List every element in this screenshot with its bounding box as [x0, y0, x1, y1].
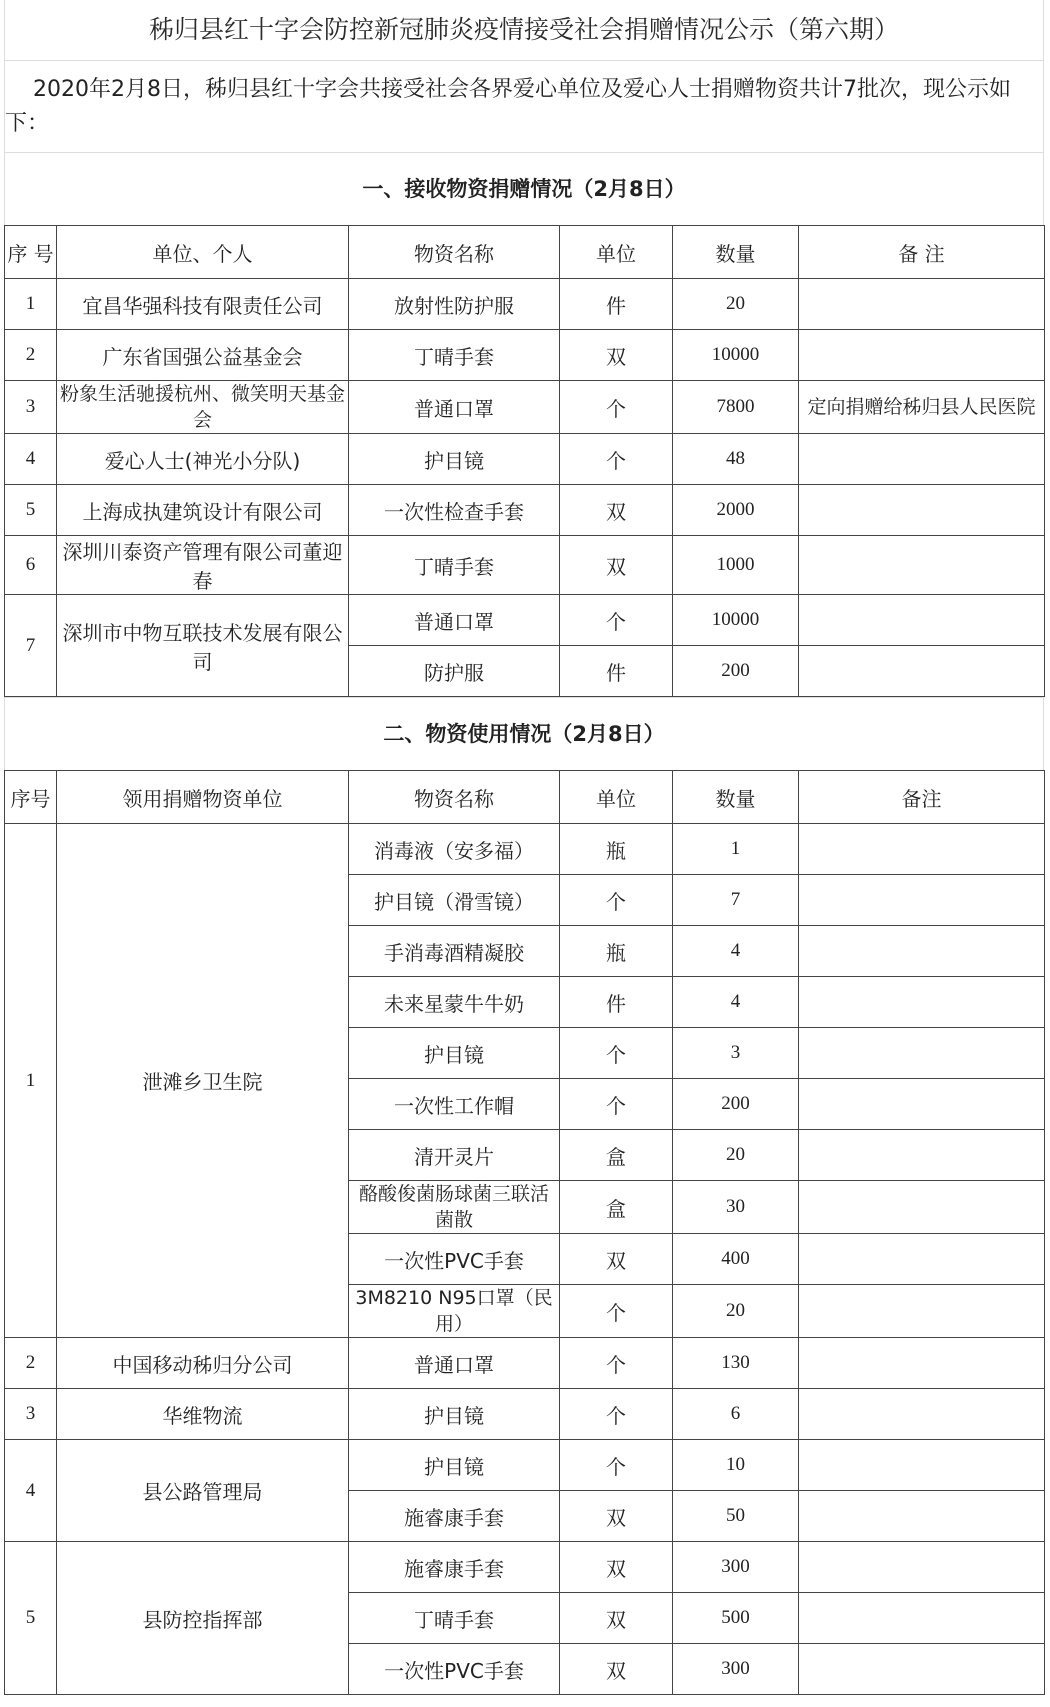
table-row [5, 595, 1045, 646]
header-unit: 单位 [560, 226, 673, 279]
cell-note [799, 977, 1045, 1028]
cell-unit: 个 [560, 1389, 673, 1440]
cell-item: 普通口罩 [349, 381, 560, 434]
cell-org: 县防控指挥部 [57, 1542, 349, 1695]
cell-unit: 盒 [560, 1130, 673, 1181]
cell-qty: 10000 [673, 330, 799, 381]
cell-qty: 200 [673, 646, 799, 697]
cell-no: 5 [5, 485, 57, 536]
cell-qty: 130 [673, 1338, 799, 1389]
cell-item: 防护服 [349, 646, 560, 697]
cell-unit: 个 [560, 1028, 673, 1079]
cell-qty: 4 [673, 977, 799, 1028]
cell-unit: 双 [560, 536, 673, 595]
table-row [5, 1338, 1045, 1389]
cell-note [799, 646, 1045, 697]
cell-unit: 瓶 [560, 824, 673, 875]
cell-no: 5 [5, 1542, 57, 1695]
cell-donor: 爱心人士(神光小分队) [57, 434, 349, 485]
cell-qty: 2000 [673, 485, 799, 536]
cell-qty: 300 [673, 1542, 799, 1593]
cell-item: 一次性PVC手套 [349, 1644, 560, 1695]
cell-item: 未来星蒙牛牛奶 [349, 977, 560, 1028]
cell-unit: 双 [560, 1644, 673, 1695]
table-row [5, 1542, 1045, 1593]
header-unit: 单位 [560, 771, 673, 824]
cell-donor: 深圳市中物互联技术发展有限公司 [57, 595, 349, 697]
cell-item: 护目镜 [349, 1389, 560, 1440]
cell-no: 3 [5, 381, 57, 434]
header-qty: 数量 [673, 771, 799, 824]
cell-qty: 10 [673, 1440, 799, 1491]
cell-qty: 30 [673, 1181, 799, 1234]
cell-unit: 瓶 [560, 926, 673, 977]
cell-note [799, 434, 1045, 485]
cell-unit: 件 [560, 279, 673, 330]
cell-unit: 双 [560, 1491, 673, 1542]
donation-table [4, 225, 1045, 697]
cell-qty: 1000 [673, 536, 799, 595]
cell-no: 7 [5, 595, 57, 697]
header-qty: 数量 [673, 226, 799, 279]
cell-qty: 1 [673, 824, 799, 875]
cell-qty: 7 [673, 875, 799, 926]
cell-item: 普通口罩 [349, 595, 560, 646]
cell-note [799, 595, 1045, 646]
cell-unit: 个 [560, 875, 673, 926]
cell-unit: 个 [560, 595, 673, 646]
header-item: 物资名称 [349, 771, 560, 824]
cell-qty: 48 [673, 434, 799, 485]
cell-item: 3M8210 N95口罩（民用） [349, 1285, 560, 1338]
cell-qty: 4 [673, 926, 799, 977]
cell-item: 一次性PVC手套 [349, 1234, 560, 1285]
cell-item: 施睿康手套 [349, 1491, 560, 1542]
cell-item: 护目镜 [349, 1028, 560, 1079]
cell-unit: 盒 [560, 1181, 673, 1234]
cell-qty: 3 [673, 1028, 799, 1079]
cell-item: 清开灵片 [349, 1130, 560, 1181]
cell-note [799, 330, 1045, 381]
cell-no: 1 [5, 279, 57, 330]
cell-qty: 500 [673, 1593, 799, 1644]
cell-item: 手消毒酒精凝胶 [349, 926, 560, 977]
cell-note [799, 824, 1045, 875]
cell-qty: 20 [673, 279, 799, 330]
cell-note [799, 1593, 1045, 1644]
cell-note [799, 1028, 1045, 1079]
usage-table-header [5, 771, 1045, 824]
table-row [5, 434, 1045, 485]
cell-donor: 粉象生活驰援杭州、微笑明天基金会 [57, 381, 349, 434]
table-row [5, 1440, 1045, 1491]
cell-qty: 50 [673, 1491, 799, 1542]
cell-item: 普通口罩 [349, 1338, 560, 1389]
usage-table-body [5, 824, 1045, 1695]
cell-org: 中国移动秭归分公司 [57, 1338, 349, 1389]
cell-note: 定向捐赠给秭归县人民医院 [799, 381, 1045, 434]
cell-item: 护目镜 [349, 1440, 560, 1491]
cell-no: 4 [5, 1440, 57, 1542]
cell-note [799, 1542, 1045, 1593]
cell-unit: 个 [560, 1079, 673, 1130]
cell-unit: 双 [560, 1234, 673, 1285]
cell-no: 4 [5, 434, 57, 485]
header-note: 备 注 [799, 226, 1045, 279]
header-note: 备注 [799, 771, 1045, 824]
page-title: 秭归县红十字会防控新冠肺炎疫情接受社会捐赠情况公示（第六期） [4, 0, 1044, 60]
cell-item: 丁晴手套 [349, 330, 560, 381]
cell-note [799, 536, 1045, 595]
cell-no: 3 [5, 1389, 57, 1440]
header-no: 序 号 [5, 226, 57, 279]
cell-note [799, 1130, 1045, 1181]
donation-table-header [5, 226, 1045, 279]
cell-note [799, 1440, 1045, 1491]
cell-note [799, 1389, 1045, 1440]
cell-unit: 双 [560, 330, 673, 381]
cell-note [799, 1079, 1045, 1130]
section1-heading: 一、接收物资捐赠情况（2月8日） [4, 152, 1044, 225]
cell-item: 护目镜（滑雪镜） [349, 875, 560, 926]
cell-no: 2 [5, 1338, 57, 1389]
cell-org: 县公路管理局 [57, 1440, 349, 1542]
cell-note [799, 1285, 1045, 1338]
cell-donor: 深圳川泰资产管理有限公司董迎春 [57, 536, 349, 595]
table-row [5, 824, 1045, 875]
cell-unit: 双 [560, 1593, 673, 1644]
cell-donor: 宜昌华强科技有限责任公司 [57, 279, 349, 330]
cell-qty: 20 [673, 1130, 799, 1181]
header-donor: 单位、个人 [57, 226, 349, 279]
cell-note [799, 1644, 1045, 1695]
table-row [5, 279, 1045, 330]
table-row [5, 1389, 1045, 1440]
table-row [5, 381, 1045, 434]
cell-qty: 20 [673, 1285, 799, 1338]
cell-unit: 个 [560, 1338, 673, 1389]
cell-item: 消毒液（安多福） [349, 824, 560, 875]
cell-unit: 个 [560, 381, 673, 434]
intro-paragraph: 2020年2月8日，秭归县红十字会共接受社会各界爱心单位及爱心人士捐赠物资共计7批次，现公示如下： [4, 60, 1044, 152]
section2-heading: 二、物资使用情况（2月8日） [4, 697, 1044, 770]
cell-no: 1 [5, 824, 57, 1338]
cell-unit: 件 [560, 646, 673, 697]
cell-org: 泄滩乡卫生院 [57, 824, 349, 1338]
cell-donor: 广东省国强公益基金会 [57, 330, 349, 381]
table-row [5, 536, 1045, 595]
cell-item: 丁晴手套 [349, 1593, 560, 1644]
header-no: 序号 [5, 771, 57, 824]
cell-unit: 双 [560, 1542, 673, 1593]
cell-no: 6 [5, 536, 57, 595]
cell-note [799, 926, 1045, 977]
table-row [5, 485, 1045, 536]
cell-item: 丁晴手套 [349, 536, 560, 595]
cell-no: 2 [5, 330, 57, 381]
cell-note [799, 875, 1045, 926]
cell-qty: 10000 [673, 595, 799, 646]
cell-note [799, 1234, 1045, 1285]
cell-donor: 上海成执建筑设计有限公司 [57, 485, 349, 536]
cell-note [799, 485, 1045, 536]
cell-qty: 400 [673, 1234, 799, 1285]
cell-item: 施睿康手套 [349, 1542, 560, 1593]
cell-unit: 双 [560, 485, 673, 536]
cell-item: 护目镜 [349, 434, 560, 485]
table-row [5, 330, 1045, 381]
cell-qty: 7800 [673, 381, 799, 434]
cell-unit: 个 [560, 1440, 673, 1491]
cell-note [799, 1491, 1045, 1542]
header-item: 物资名称 [349, 226, 560, 279]
cell-qty: 300 [673, 1644, 799, 1695]
cell-unit: 个 [560, 434, 673, 485]
cell-item: 一次性工作帽 [349, 1079, 560, 1130]
cell-unit: 件 [560, 977, 673, 1028]
cell-item: 酪酸俊菌肠球菌三联活菌散 [349, 1181, 560, 1234]
usage-table [4, 770, 1045, 1695]
cell-item: 放射性防护服 [349, 279, 560, 330]
cell-unit: 个 [560, 1285, 673, 1338]
header-org: 领用捐赠物资单位 [57, 771, 349, 824]
cell-note [799, 279, 1045, 330]
cell-qty: 200 [673, 1079, 799, 1130]
cell-item: 一次性检查手套 [349, 485, 560, 536]
cell-note [799, 1338, 1045, 1389]
cell-qty: 6 [673, 1389, 799, 1440]
notice-page [4, 0, 1044, 1695]
cell-note [799, 1181, 1045, 1234]
cell-org: 华维物流 [57, 1389, 349, 1440]
